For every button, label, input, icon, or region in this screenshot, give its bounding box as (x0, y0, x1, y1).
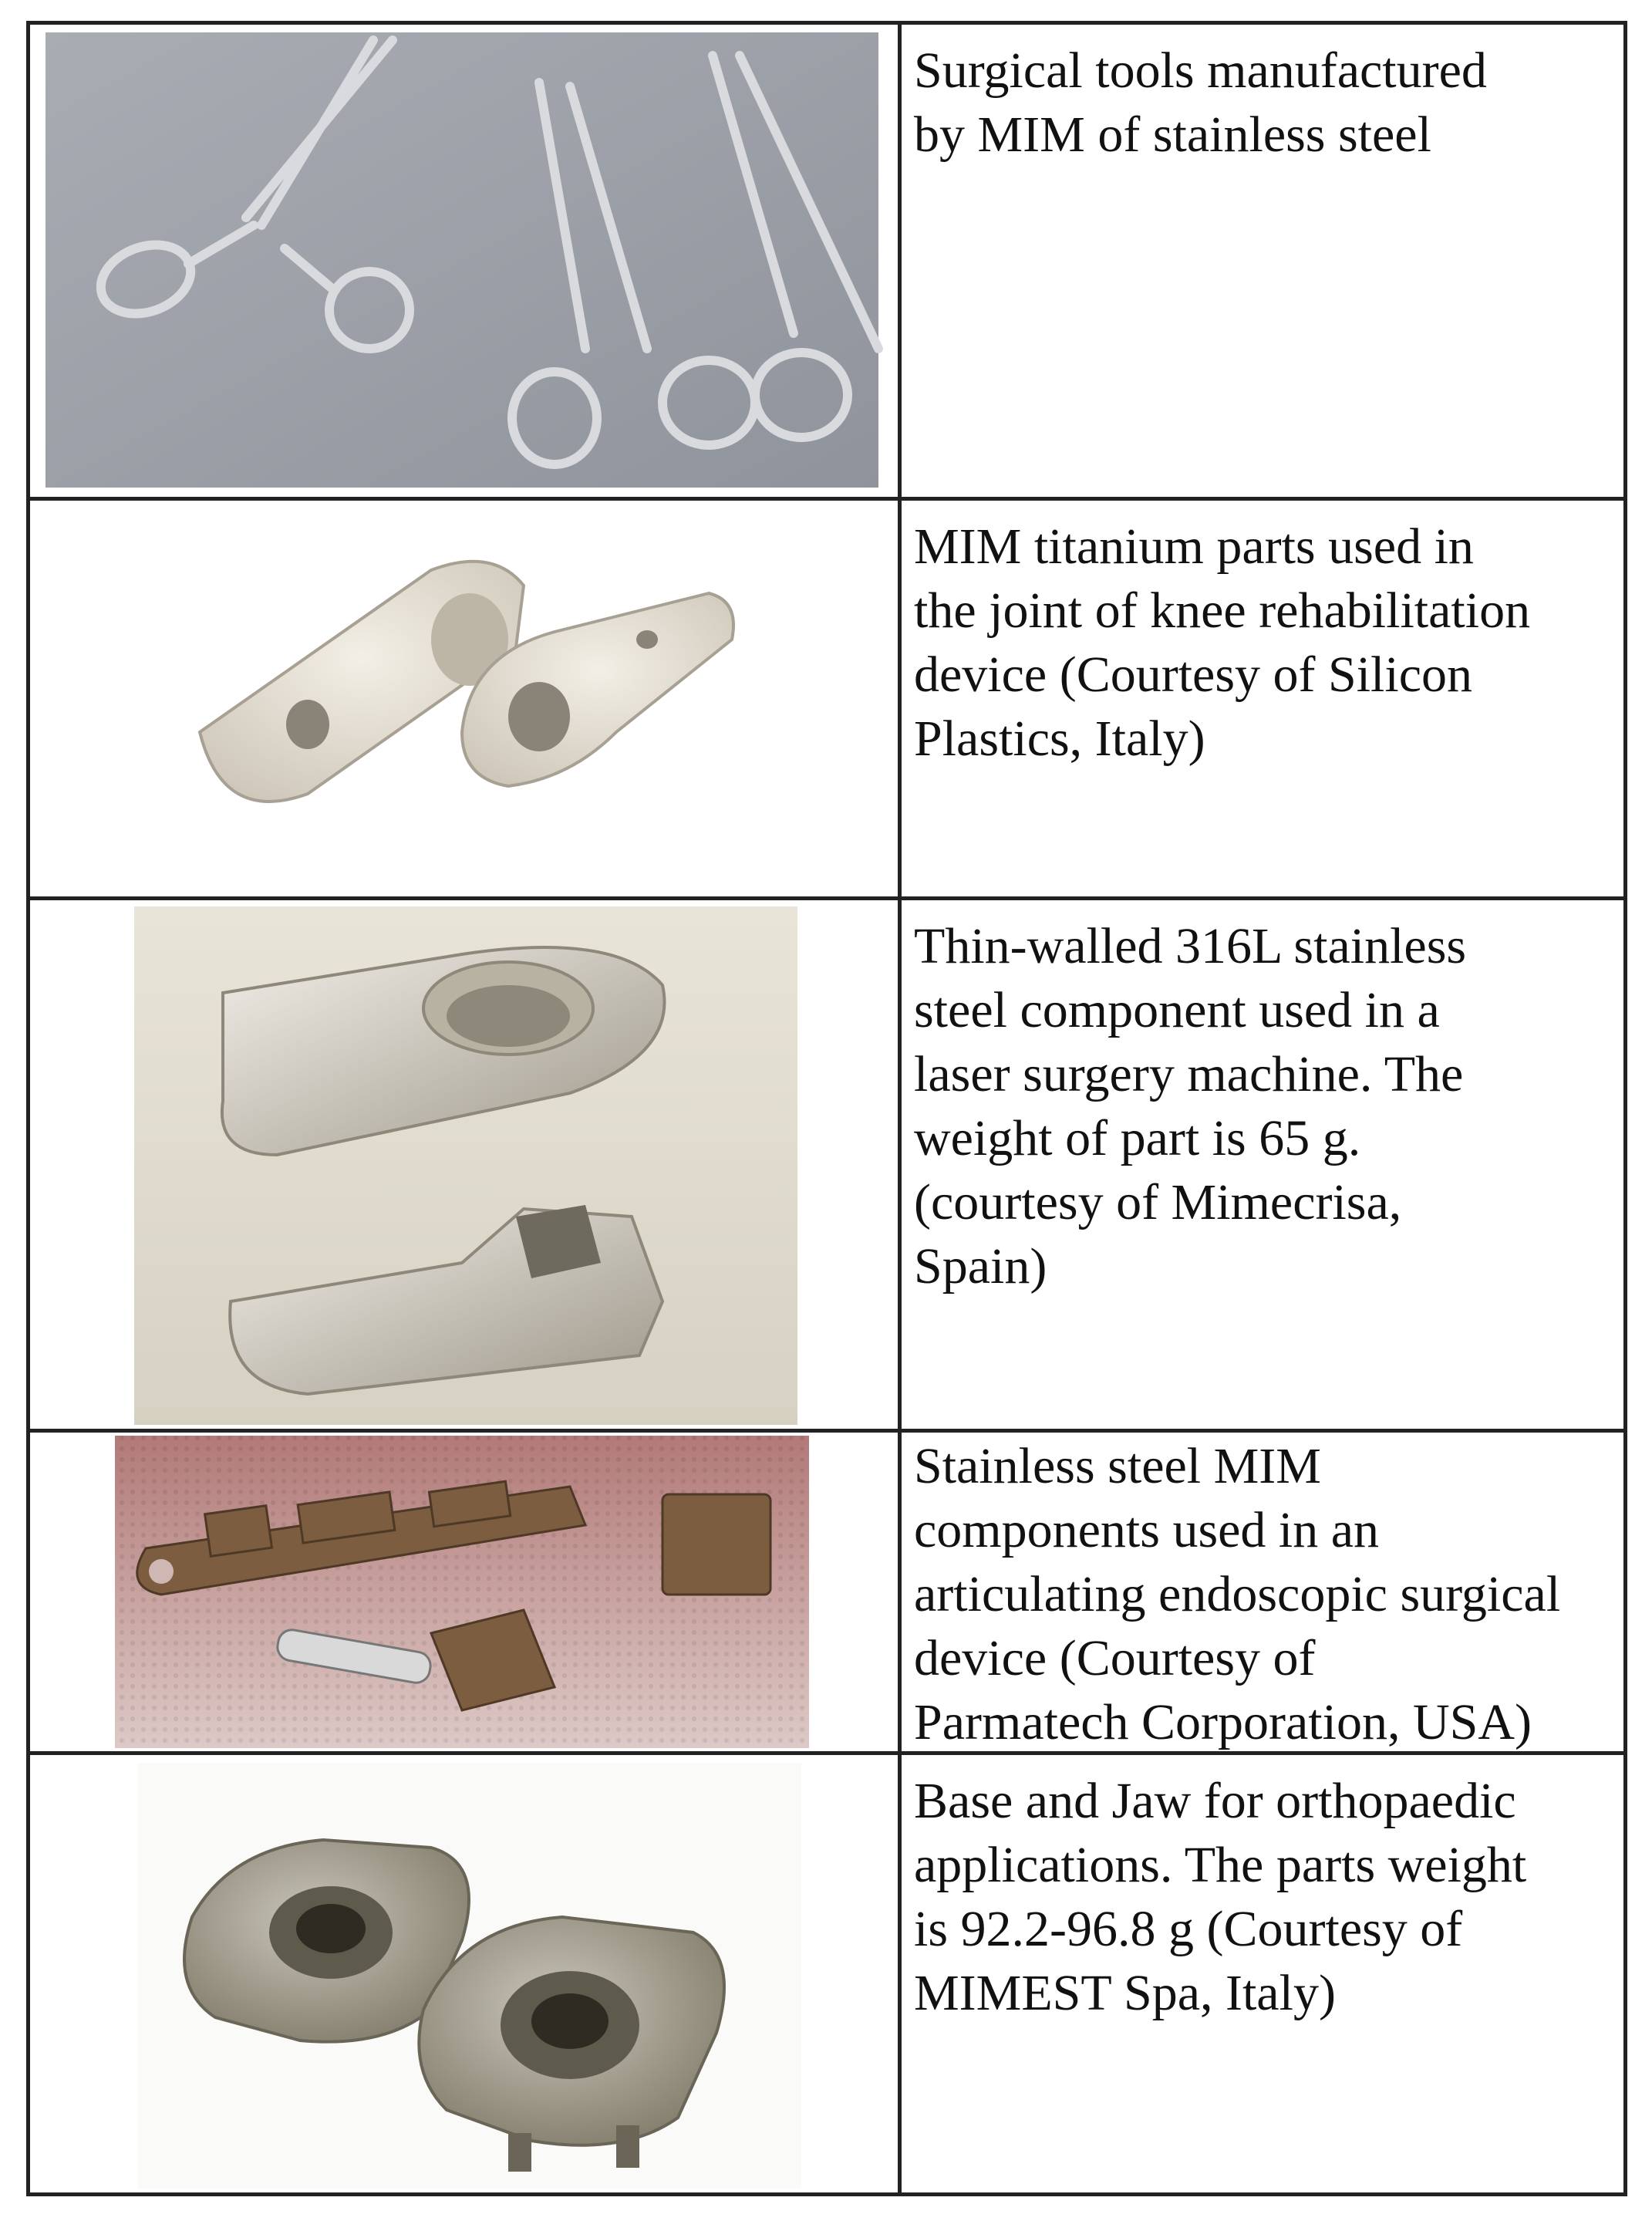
table-row (30, 25, 1623, 497)
laser-surgery-component-photo (30, 900, 898, 1429)
caption-cell (902, 1755, 1623, 2192)
surgical-tools-photo (30, 25, 898, 497)
caption-cell (902, 1433, 1623, 1751)
caption-cell (902, 25, 1623, 497)
table-row (30, 1429, 1623, 1751)
endoscopic-components-photo (30, 1433, 898, 1751)
caption-text: Thin-walled 316L stainless steel component used in a laser surgery machine. The weight of part is 65 g. (courtesy of Mimecrisa, Spain) (914, 918, 1467, 1294)
table-row (30, 896, 1623, 1429)
titanium-knee-parts-photo (30, 501, 898, 896)
caption-text: Stainless steel MIM components used in an articulating endoscopic surgical device (Courtesy of Parmatech Corporation, USA) (914, 1438, 1561, 1750)
caption-cell (902, 501, 1623, 896)
caption-text: Surgical tools manufactured by MIM of stainless steel (914, 42, 1487, 163)
caption-text: Base and Jaw for orthopaedic applications. The parts weight is 92.2-96.8 g (Courtesy of MIMEST Spa, Italy) (914, 1773, 1527, 2021)
caption-cell (902, 900, 1623, 1429)
caption-text: MIM titanium parts used in the joint of knee rehabilitation device (Courtesy of Silicon Plastics, Italy) (914, 518, 1531, 767)
parts-table (26, 21, 1627, 2196)
table-row (30, 1751, 1623, 2192)
orthopaedic-base-jaw-photo (30, 1755, 898, 2192)
table-row (30, 497, 1623, 896)
